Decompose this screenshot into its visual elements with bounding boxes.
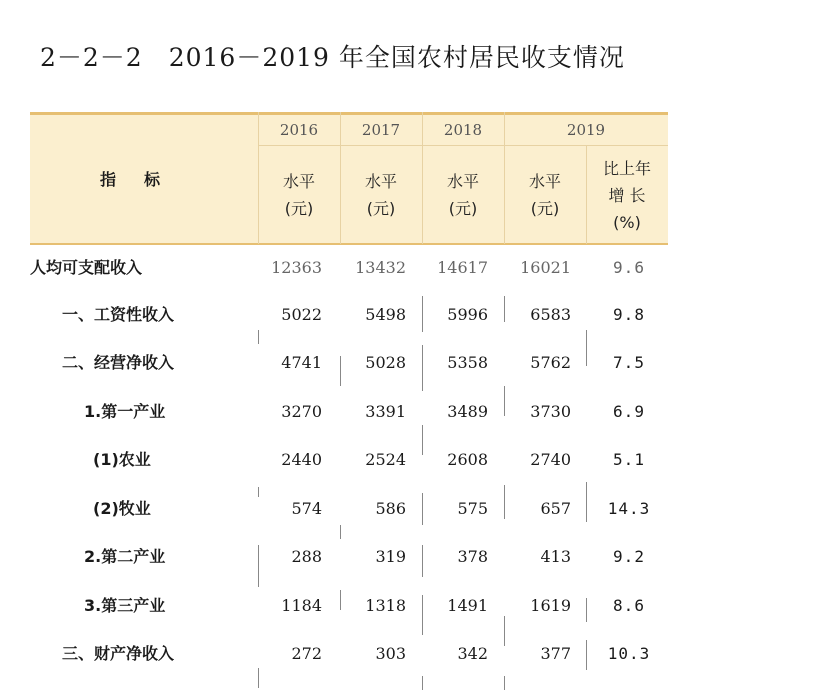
growth-cell: 9.8 [613, 305, 645, 324]
row-label: 3.第三产业 [84, 596, 166, 615]
column-tick [422, 676, 423, 690]
value-cell: 16021 [520, 258, 571, 277]
value-cell: 5498 [365, 305, 406, 324]
value-cell: 2608 [447, 450, 488, 469]
indicator-header: 指标 [99, 169, 188, 189]
column-tick [422, 595, 423, 635]
row-label: (1)农业 [93, 450, 151, 469]
column-tick [258, 545, 259, 587]
unit-level-2016: 水平 (元) [282, 172, 315, 218]
value-cell: 4741 [281, 353, 322, 372]
row-label: 人均可支配收入 [30, 258, 143, 277]
column-tick [258, 330, 259, 344]
column-tick [586, 640, 587, 670]
unit-level-2017: 水平 (元) [364, 172, 397, 218]
growth-cell: 9.2 [613, 547, 645, 566]
column-tick [504, 296, 505, 322]
column-tick [422, 493, 423, 525]
column-tick [586, 330, 587, 366]
value-cell: 272 [291, 644, 322, 663]
column-tick [340, 525, 341, 539]
value-cell: 574 [291, 499, 322, 518]
value-cell: 303 [375, 644, 406, 663]
row-label: 二、经营净收入 [62, 353, 175, 372]
value-cell: 3270 [281, 402, 322, 421]
growth-cell: 14.3 [607, 499, 651, 518]
value-cell: 342 [457, 644, 488, 663]
growth-cell: 7.5 [613, 353, 645, 372]
column-tick [586, 482, 587, 522]
value-cell: 14617 [437, 258, 488, 277]
value-cell: 5996 [447, 305, 488, 324]
value-cell: 1491 [447, 596, 488, 615]
column-tick [258, 668, 259, 688]
value-cell: 288 [291, 547, 322, 566]
unit-level-2018: 水平 (元) [446, 172, 479, 218]
value-cell: 5358 [447, 353, 488, 372]
unit-level-2019: 水平 (元) [528, 172, 561, 218]
year-header-2019: 2019 [566, 120, 606, 139]
growth-cell: 5.1 [613, 450, 645, 469]
value-cell: 319 [375, 547, 406, 566]
column-tick [422, 345, 423, 391]
value-cell: 378 [457, 547, 488, 566]
column-tick [504, 485, 505, 519]
value-cell: 2440 [281, 450, 322, 469]
value-cell: 586 [375, 499, 406, 518]
row-label: (2)牧业 [93, 499, 151, 518]
row-label: 三、财产净收入 [62, 644, 175, 663]
column-tick [422, 425, 423, 455]
row-label: 一、工资性收入 [62, 305, 175, 324]
column-tick [504, 386, 505, 416]
value-cell: 575 [457, 499, 488, 518]
value-cell: 3391 [365, 402, 406, 421]
year-header-2018: 2018 [443, 120, 483, 139]
value-cell: 13432 [355, 258, 406, 277]
column-tick [340, 356, 341, 386]
column-tick [340, 590, 341, 610]
value-cell: 1619 [530, 596, 571, 615]
year-header-2017: 2017 [361, 120, 401, 139]
column-tick [422, 545, 423, 577]
column-tick [504, 616, 505, 646]
value-cell: 3489 [447, 402, 488, 421]
value-cell: 6583 [530, 305, 571, 324]
value-cell: 1318 [365, 596, 406, 615]
growth-cell: 10.3 [607, 644, 651, 663]
value-cell: 2740 [530, 450, 571, 469]
growth-cell: 6.9 [613, 402, 645, 421]
value-cell: 3730 [530, 402, 571, 421]
value-cell: 12363 [271, 258, 322, 277]
table-title: 2－2－2 2016－2019 年全国农村居民收支情况 [40, 43, 625, 72]
column-tick [258, 487, 259, 497]
column-tick [504, 676, 505, 690]
value-cell: 5022 [281, 305, 322, 324]
value-cell: 413 [540, 547, 571, 566]
row-label: 1.第一产业 [84, 402, 166, 421]
row-label: 2.第二产业 [84, 547, 166, 566]
growth-cell: 9.6 [613, 258, 645, 277]
value-cell: 2524 [365, 450, 406, 469]
column-tick [586, 598, 587, 622]
column-tick [422, 296, 423, 332]
unit-growth-2019: 比上年 增 长 (%) [602, 158, 651, 232]
growth-cell: 8.6 [613, 596, 645, 615]
value-cell: 1184 [281, 596, 322, 615]
year-header-2016: 2016 [279, 120, 319, 139]
value-cell: 377 [540, 644, 571, 663]
value-cell: 5762 [530, 353, 571, 372]
value-cell: 657 [540, 499, 571, 518]
value-cell: 5028 [365, 353, 406, 372]
